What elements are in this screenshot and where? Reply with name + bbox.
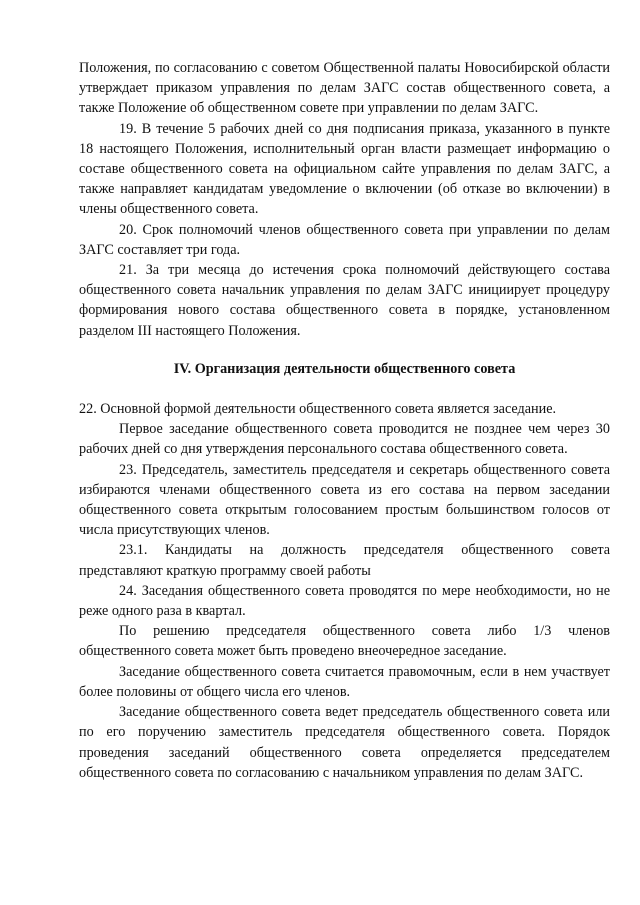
clause-21: 21. За три месяца до истечения срока полномочий действующего состава общественного совета начальник управления по делам ЗАГС инициирует процедуру формирования нового состава общественного совета в порядке, установленном разделом III настоящего Положения. xyxy=(79,262,610,339)
clause-24: 24. Заседания общественного совета проводятся по мере необходимости, но не реже одного раза в квартал. xyxy=(79,582,610,620)
clause-22: 22. Основной формой деятельности общественного совета является заседание. xyxy=(79,401,557,418)
first-meeting-paragraph: Первое заседание общественного совета проводится не позднее чем через 30 рабочих дней со дня утверждения персонального состава общественного совета. xyxy=(79,421,610,458)
meeting-chair-paragraph: Заседание общественного совета ведет председатель общественного совета или по его поручению заместитель председателя общественного совета. Порядок проведения заседаний общественного совета определяется председателем общественного совета по согласованию с начальником управления по делам ЗАГС. xyxy=(79,704,610,781)
section-iv-heading: IV. Организация деятельности общественного совета xyxy=(173,360,516,377)
intro-paragraph: Положения, по согласованию с советом Общественной палаты Новосибирской области утверждает приказом управления по делам ЗАГС состав общественного совета, а также Положение об общественном совете при управлении по делам ЗАГС. xyxy=(79,60,610,117)
extraordinary-meeting-paragraph: По решению председателя общественного совета либо 1/3 членов общественного совета может быть проведено внеочередное заседание. xyxy=(79,623,610,660)
clause-23: 23. Председатель, заместитель председателя и секретарь общественного совета избираются членами общественного совета из его состава на первом заседании общественного совета открытым голосованием простым большинством голосов от числа присутствующих членов. xyxy=(79,461,610,539)
clause-19: 19. В течение 5 рабочих дней со дня подписания приказа, указанного в пункте 18 настоящего Положения, исполнительный орган власти размещает информацию о составе общественного совета на официальном сайте управления по делам ЗАГС, а также направляет кандидатам уведомление о включении (об отказе во включении) в члены общественного совета. xyxy=(79,120,610,218)
clause-20: 20. Срок полномочий членов общественного совета при управлении по делам ЗАГС составляет три года. xyxy=(79,221,610,258)
clause-23-1: 23.1. Кандидаты на должность председателя общественного совета представляют краткую программу своей работы xyxy=(79,542,610,579)
quorum-paragraph: Заседание общественного совета считается правомочным, если в нем участвует более половины от общего числа его членов. xyxy=(79,663,610,700)
